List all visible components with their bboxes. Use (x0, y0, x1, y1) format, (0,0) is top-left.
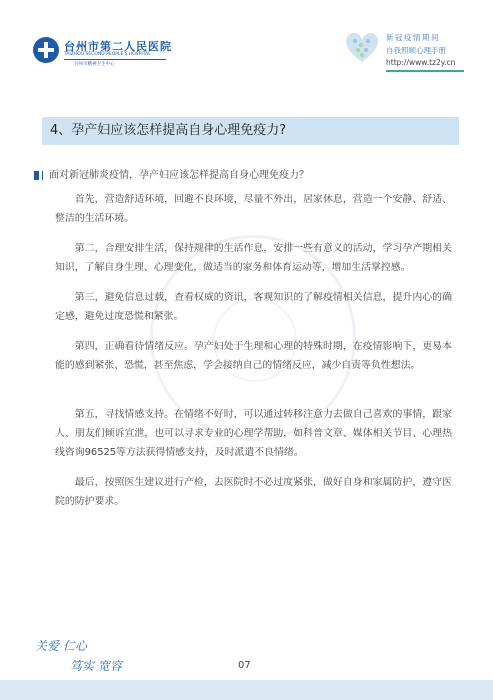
slogan-line-2: 笃实 宽容 (70, 659, 122, 673)
paragraph-5: 第五，寻找情感支持。在情绪不好时，可以通过转移注意力去做自己喜欢的事情，跟家人、朋友们倾诉宣泄，也可以寻求专业的心理学帮助，如科普文章、媒体相关节目、心理热线咨询96525等方法获得情感支持，及时派遣不良情绪。 (55, 409, 452, 458)
paragraph-6: 最后，按照医生建议进行产检，去医院时不必过度紧张，做好自身和家属防护，遵守医院的防护要求。 (55, 477, 452, 507)
brand-title: 新冠疫情期间 (386, 33, 440, 42)
paragraph-4: 第四，正确看待情绪反应。孕产妇处于生理和心理的特殊时期，在疫情影响下，更易本能的感到紧张、恐慌，甚至焦虑，学会接纳自己的情绪反应，减少自责等负性想法。 (55, 341, 452, 371)
hospital-subtitle: 台州市精神卫生中心 (74, 62, 115, 67)
paragraph-2: 第二，合理安排生活，保持规律的生活作息，安排一些有意义的活动，学习孕产期相关知识，了解自身生理、心理变化，做适当的家务和体育运动等，增加生活掌控感。 (55, 243, 452, 273)
hospital-logo-icon (33, 37, 59, 63)
section-title: 4、孕产妇应该怎样提高自身心理免疫力? (42, 117, 459, 145)
brand-url: http://www.tz2y.cn (386, 58, 456, 67)
hospital-name: 台州市第二人民医院 (64, 40, 172, 53)
hospital-name-en: TAIZHOU SECOND PEOPLE'S HOSPITAL (64, 52, 151, 57)
slogan-line-1: 关爱 仁心 (35, 639, 87, 653)
question-line (34, 166, 309, 181)
page-number: 07 (238, 660, 251, 671)
page-header (0, 0, 493, 90)
brand-subtitle: 自我照顾心理手册 (386, 46, 446, 55)
paragraph-1: 首先，营造舒适环境，回避不良环境，尽量不外出，居家休息，营造一个安静、舒适、整洁的生活环境。 (55, 194, 452, 224)
footer-bar (0, 680, 493, 700)
bullet-marker-icon (34, 171, 39, 180)
paragraph-3: 第三，避免信息过载，查看权威的资讯，客观知识的了解疫情相关信息，提升内心的确定感，避免过度恐慌和紧张。 (55, 292, 452, 322)
bullet-marker-icon (42, 171, 43, 180)
divider (64, 59, 166, 60)
brand-accent-bar (386, 70, 464, 72)
heart-icon (344, 30, 380, 66)
question-text: 面对新冠肺炎疫情，孕产妇应该怎样提高自身心理免疫力？ (49, 170, 309, 181)
